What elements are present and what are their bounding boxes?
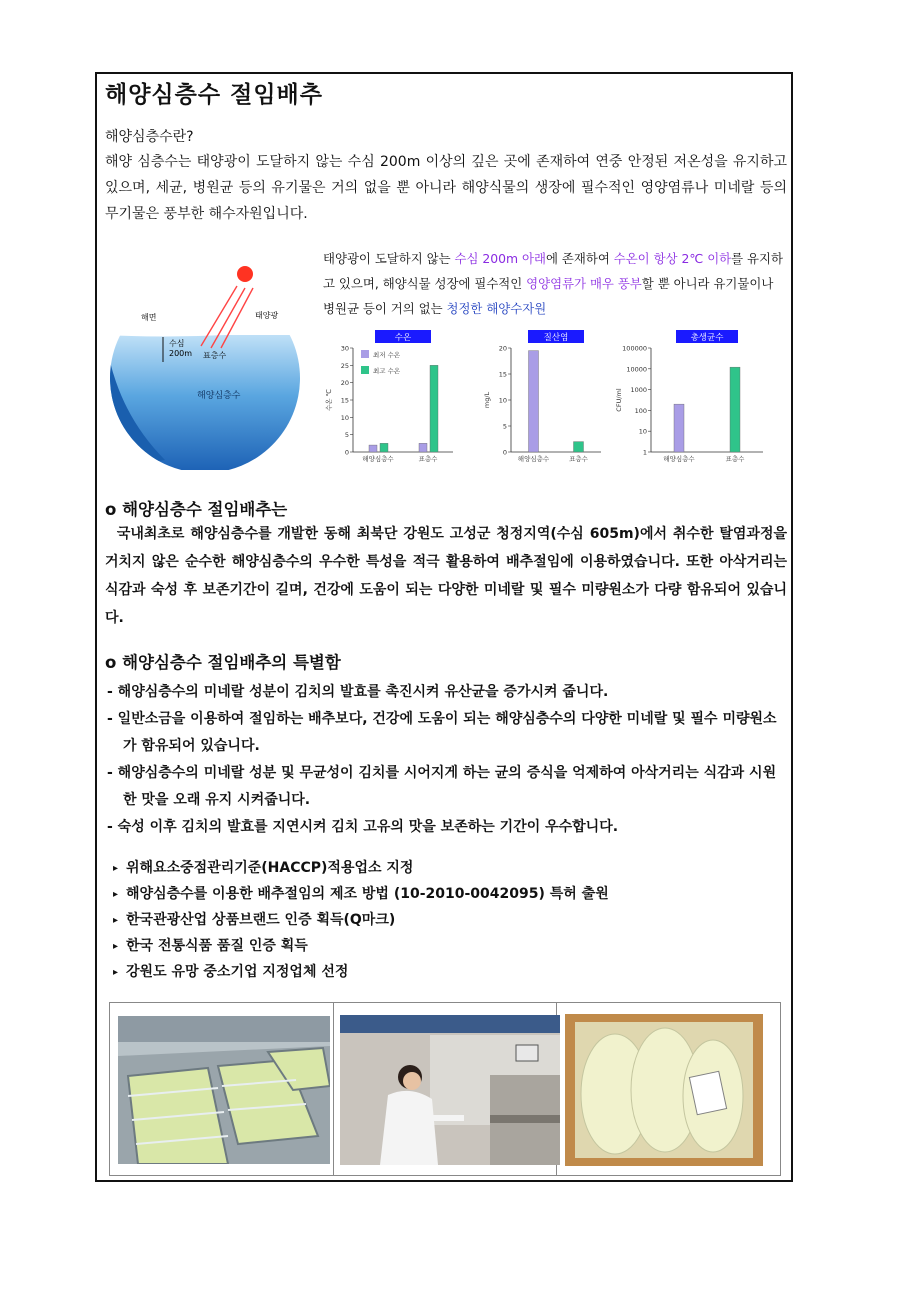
y-tick-label: 10 [340, 413, 349, 422]
highlight-nutrients: 영양염류가 매우 풍부 [526, 276, 642, 291]
list-item: - 일반소금을 이용하여 절임하는 배추보다, 건강에 도움이 되는 해양심층수의 다양한 미네랄 및 필수 미량원소가 함유되어 있습니다. [107, 711, 777, 754]
legend-label: 최고 수온 [373, 367, 401, 375]
y-tick-label: 25 [340, 361, 349, 370]
y-axis-label: CFU/ml [615, 388, 623, 412]
deep-sea-figure [105, 240, 787, 475]
chart-title: 질산염 [543, 333, 569, 343]
sun-icon [237, 266, 253, 282]
certification-list [113, 856, 609, 986]
bar [574, 442, 584, 452]
chart-title: 총생균수 [690, 333, 724, 343]
sunlight-label: 태양광 [255, 311, 279, 320]
y-tick-label: 0 [502, 448, 507, 457]
y-tick-label: 0 [344, 448, 349, 457]
x-tick-label: 표층수 [418, 455, 438, 463]
y-axis-label: mg/L [483, 391, 491, 409]
ocean-diagram [105, 260, 305, 470]
highlight-clean: 청정한 해양수자원 [446, 301, 547, 316]
bar [430, 365, 438, 452]
page-title: 해양심층수 절임배추 [105, 82, 323, 108]
bar [529, 351, 539, 452]
x-tick-label: 표층수 [725, 455, 745, 463]
y-tick-label: 1 [642, 448, 647, 457]
list-item: ▸ 한국 전통식품 품질 인증 획득 [113, 934, 609, 960]
comparison-charts [323, 330, 783, 472]
photo-strip [109, 1002, 781, 1176]
y-tick-label: 100000 [622, 344, 647, 353]
bar [369, 445, 377, 452]
y-tick-label: 15 [498, 370, 507, 379]
legend-swatch [361, 366, 369, 374]
list-item: ▸ 위해요소중점관리기준(HACCP)적용업소 지정 [113, 856, 609, 882]
list-item: - 숙성 이후 김치의 발효를 지연시켜 김치 고유의 맛을 보존하는 기간이 우수합니다. [107, 819, 619, 835]
section2-heading: o 해양심층수 절임배추의 특별함 [105, 653, 341, 672]
list-item: - 해양심층수의 미네랄 성분 및 무균성이 김치를 시어지게 하는 균의 증식을 억제하여 아삭거리는 식감과 시원한 맛을 오래 유지 시켜줍니다. [107, 765, 777, 808]
y-tick-label: 20 [340, 379, 349, 388]
y-tick-label: 1000 [630, 386, 647, 395]
figure-caption: 태양광이 도달하지 않는 수심 200m 아래에 존재하여 수온이 항상 2℃ 이하를 유지하고 있으며, 해양식물 성장에 필수적인 영양염류가 매우 풍부할 뿐 아니라 유기물이나 병원균 등이 거의 없는 청정한 해양수자원 [323, 251, 783, 316]
y-tick-label: 5 [502, 422, 507, 431]
y-tick-label: 100 [634, 406, 647, 415]
y-tick-label: 10 [638, 427, 647, 436]
document-frame [95, 72, 793, 1182]
legend-swatch [361, 350, 369, 358]
surface-water-label: 표층수 [203, 351, 227, 360]
y-tick-label: 15 [340, 396, 349, 405]
bar [380, 443, 388, 452]
bar [419, 443, 427, 452]
x-tick-label: 해양심층수 [362, 455, 394, 463]
chart-title: 수온 [394, 333, 412, 343]
photo-cell [110, 1003, 334, 1175]
sea-surface-label: 해면 [141, 313, 157, 322]
photo-cell [557, 1003, 780, 1175]
section1-body: 국내최초로 해양심층수를 개발한 동해 최북단 강원도 고성군 청정지역(수심 605m)에서 취수한 탈염과정을 거치지 않은 순수한 해양심층수의 우수한 특성을 적극 활용하여 배추절임에 이용하였습니다. 또한 아삭거리는 식감과 숙성 후 보존기간이 길며, 건강에 도움이 되는 다양한 미네랄 및 필수 미량원소가 다량 함유되어 있습니다. [105, 526, 787, 626]
y-tick-label: 30 [340, 344, 349, 353]
packaged-cabbage-photo [565, 1014, 763, 1166]
x-tick-label: 표층수 [569, 455, 588, 463]
depth-label: 수심 [169, 339, 185, 348]
x-tick-label: 해양심층수 [517, 455, 550, 463]
list-item: - 해양심층수의 미네랄 성분이 김치의 발효를 촉진시켜 유산균을 증가시켜 줍니다. [107, 684, 609, 700]
y-tick-label: 5 [344, 431, 349, 440]
y-tick-label: 10 [498, 396, 507, 405]
highlight-depth: 수심 200m 아래 [454, 251, 546, 266]
list-item: ▸ 한국관광산업 상품브랜드 인증 획득(Q마크) [113, 908, 609, 934]
intro-question: 해양심층수란? [105, 129, 194, 145]
legend-label: 최저 수온 [373, 351, 401, 359]
y-tick-label: 10000 [626, 365, 647, 374]
bar [674, 404, 684, 452]
section1-heading: o 해양심층수 절임배추는 [105, 500, 288, 519]
brine-tank-photo [118, 1016, 330, 1164]
intro-body: 해양 심층수는 태양광이 도달하지 않는 수심 200m 이상의 깊은 곳에 존재하여 연중 안정된 저온성을 유지하고 있으며, 세균, 병원균 등의 유기물은 거의 없을 뿐 아니라 해양식물의 생장에 필수적인 영양염류나 미네랄 등의 무기물은 풍부한 해수자원입니다. [105, 154, 787, 222]
list-item: ▸ 강원도 유망 중소기업 지정업체 선정 [113, 960, 609, 986]
feature-list [107, 679, 787, 841]
deep-water-label: 해양심층수 [197, 391, 241, 401]
y-axis-label: 수온 ℃ [325, 389, 333, 411]
y-tick-label: 20 [498, 344, 507, 353]
highlight-temperature: 수온이 항상 2℃ 이하 [613, 251, 732, 266]
x-tick-label: 해양심층수 [663, 455, 695, 463]
bar [730, 367, 740, 452]
lab-researcher-photo [340, 1015, 560, 1165]
photo-cell [334, 1003, 558, 1175]
list-item: ▸ 해양심층수를 이용한 배추절임의 제조 방법 (10-2010-0042095) 특허 출원 [113, 882, 609, 908]
depth-value: 200m [169, 349, 193, 358]
